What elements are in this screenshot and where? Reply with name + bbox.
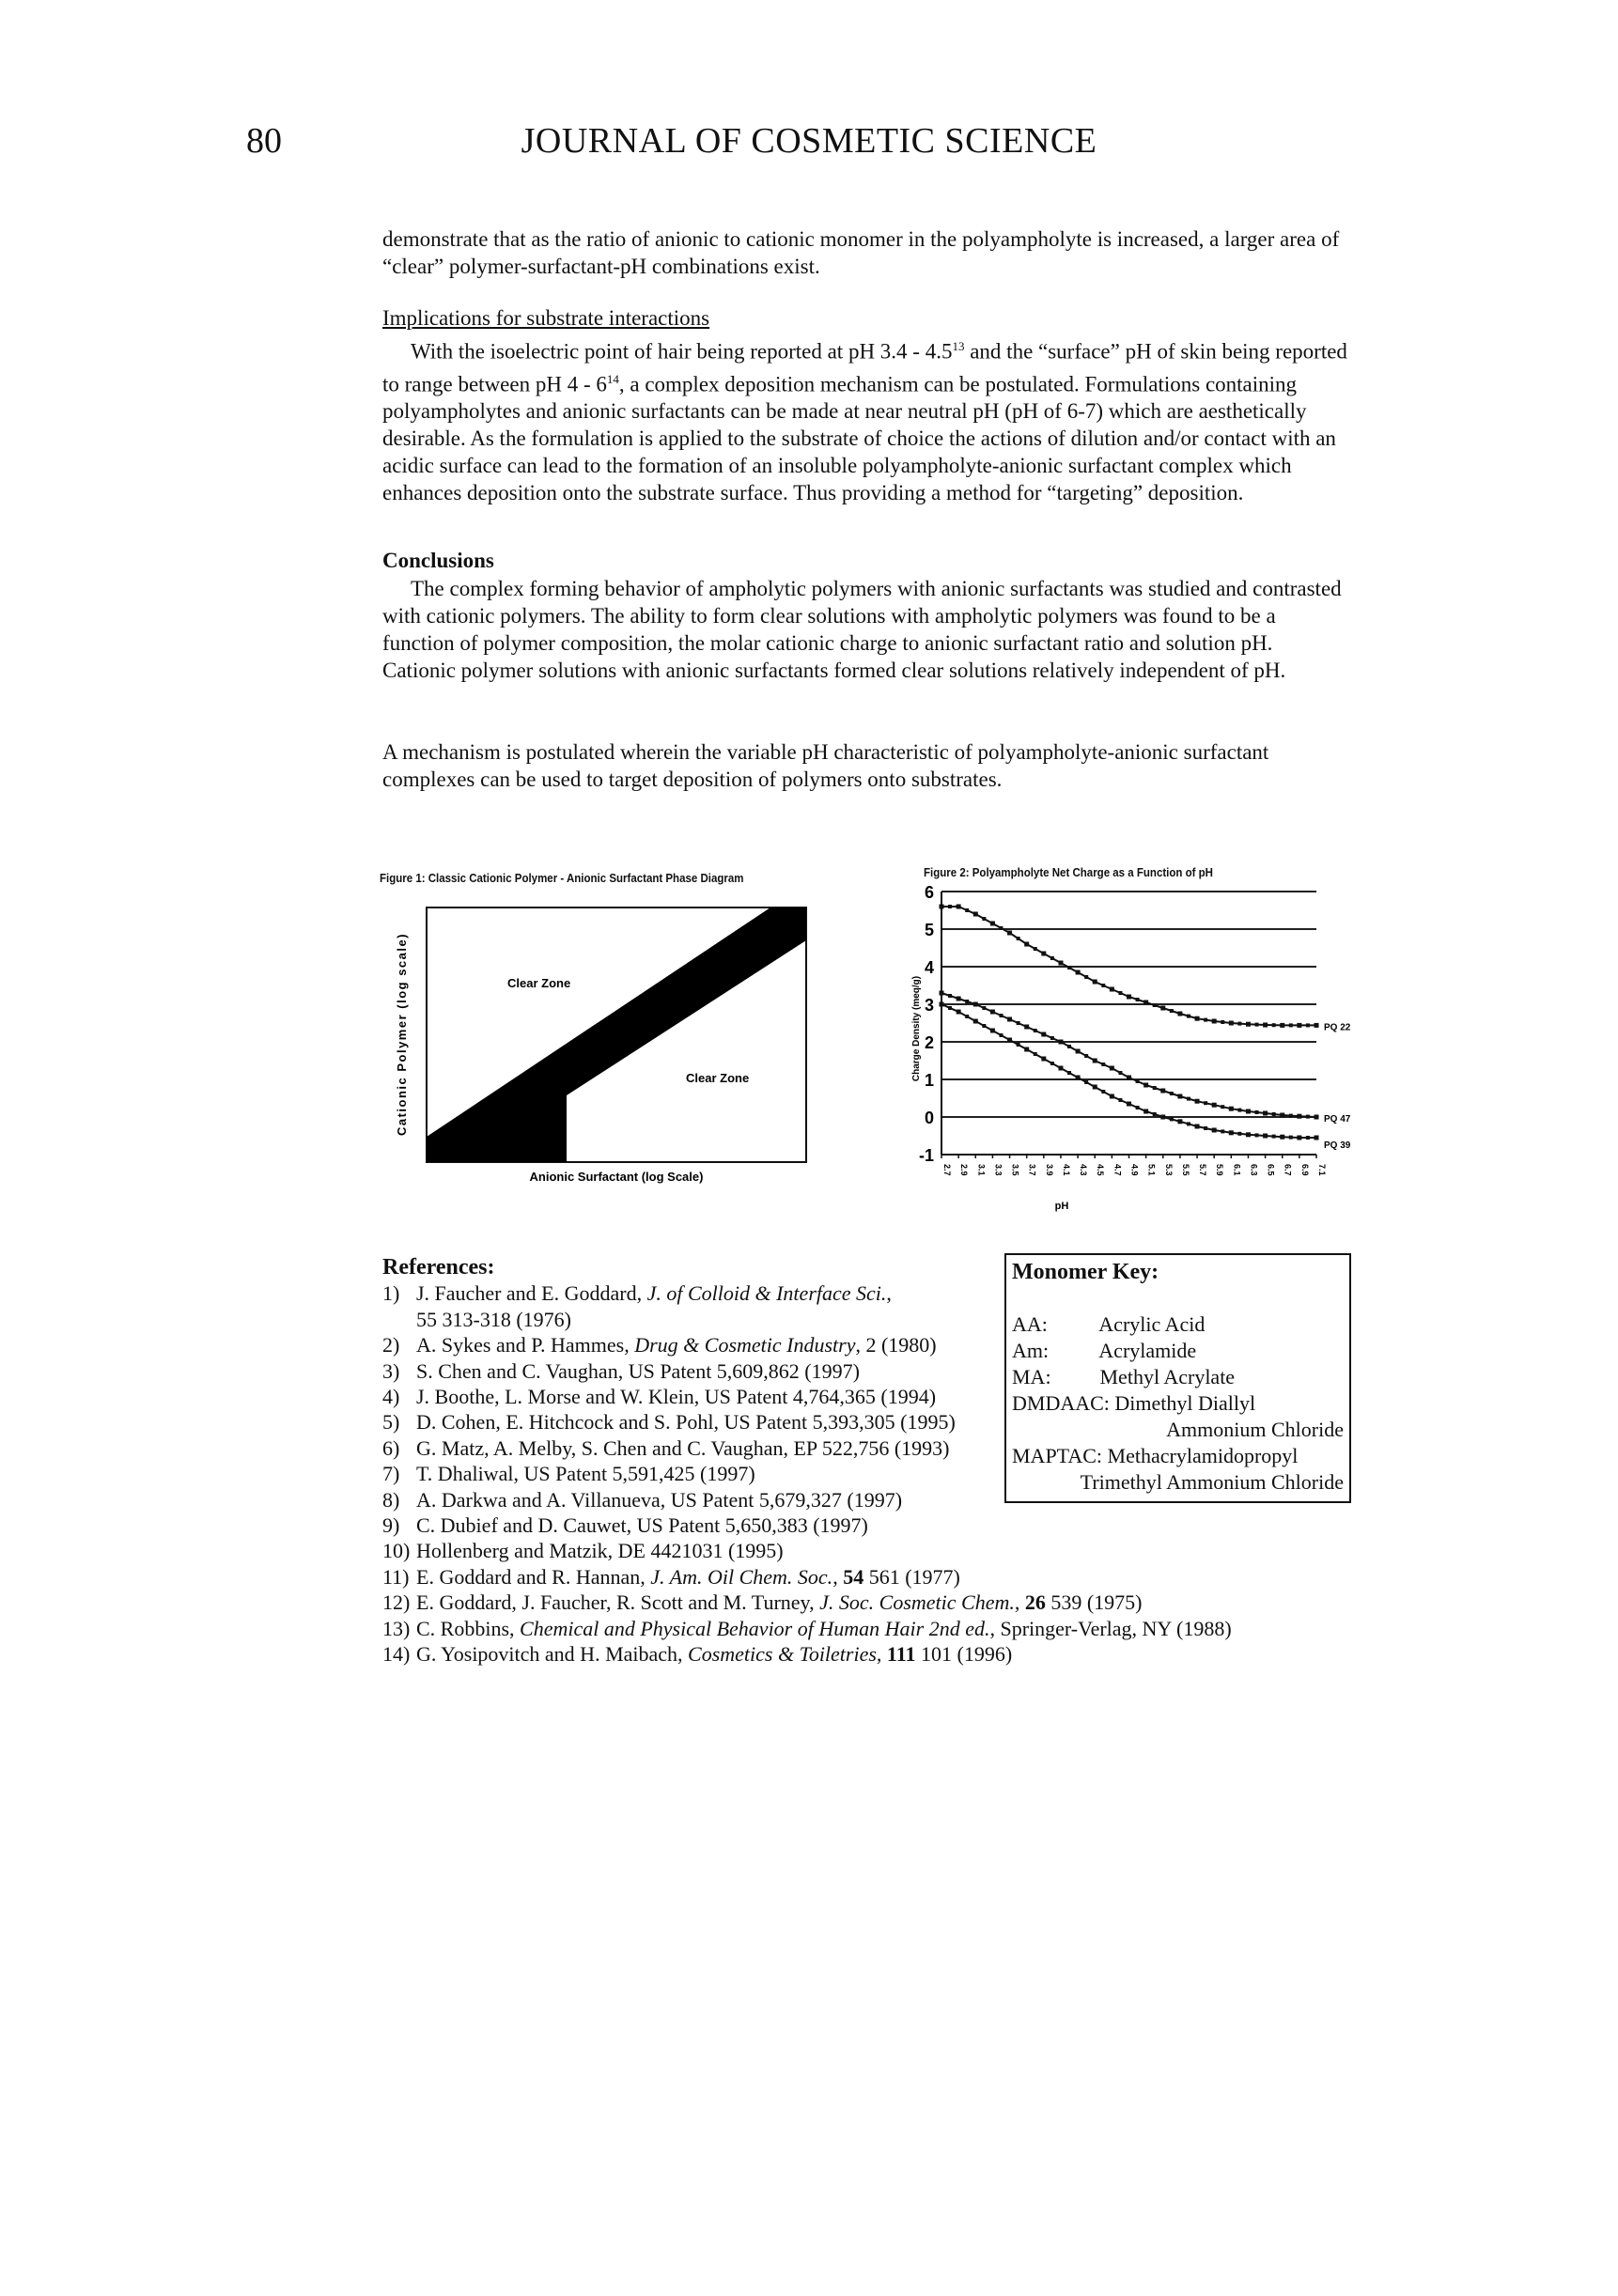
data-point bbox=[999, 1033, 1003, 1037]
data-point bbox=[1315, 1136, 1319, 1140]
data-point bbox=[1110, 1066, 1114, 1071]
reference-n: 14) bbox=[382, 1642, 411, 1667]
data-point bbox=[1127, 1076, 1131, 1080]
data-point bbox=[973, 1019, 978, 1024]
x-tick-label: 6.5 bbox=[1266, 1164, 1276, 1176]
reference-a: S. Chen and C. Vaughan, US Patent 5,609,862 (1997) bbox=[416, 1358, 860, 1383]
data-point bbox=[1050, 1062, 1054, 1065]
data-point bbox=[1229, 1021, 1234, 1026]
monomer-abbr: AA: bbox=[1012, 1312, 1048, 1336]
data-point bbox=[1143, 1083, 1148, 1088]
data-point bbox=[1153, 1112, 1157, 1116]
text: With the isoelectric point of hair being reported at pH 3.4 - 4.5 bbox=[411, 339, 953, 364]
data-point bbox=[1136, 1106, 1140, 1109]
data-point bbox=[1067, 966, 1071, 970]
data-point bbox=[948, 994, 952, 998]
y-tick-label: 4 bbox=[924, 958, 934, 977]
data-point bbox=[1195, 1125, 1200, 1129]
figure2-y-axis-label: Charge Density (meq/g) bbox=[911, 975, 922, 1082]
figure1-phase-diagram bbox=[376, 897, 827, 1198]
reference-n: 10) bbox=[382, 1539, 411, 1563]
data-point bbox=[1272, 1023, 1276, 1027]
reference-a: C. Dubief and D. Cauwet, US Patent 5,650,383 (1997) bbox=[416, 1513, 868, 1538]
y-tick-label: 1 bbox=[924, 1071, 934, 1090]
reference-item bbox=[382, 1616, 1232, 1641]
monomer-abbr: DMDAAC: bbox=[1012, 1391, 1110, 1415]
data-point bbox=[1187, 1097, 1190, 1101]
data-point bbox=[1255, 1023, 1259, 1027]
data-point bbox=[1246, 1132, 1251, 1137]
data-point bbox=[1050, 956, 1054, 960]
data-point bbox=[990, 1029, 995, 1033]
data-point bbox=[1297, 1136, 1301, 1140]
data-point bbox=[1136, 1079, 1140, 1083]
monomer-key-item bbox=[1012, 1364, 1344, 1390]
data-point bbox=[1315, 1023, 1319, 1028]
data-point bbox=[1058, 961, 1063, 966]
monomer-key-item-cont bbox=[1012, 1469, 1344, 1496]
reference-n: 8) bbox=[382, 1487, 400, 1512]
x-tick-label: 5.5 bbox=[1180, 1164, 1190, 1176]
data-point bbox=[1007, 1038, 1012, 1043]
reference-item bbox=[382, 1384, 1040, 1409]
x-tick-label: 3.7 bbox=[1027, 1164, 1037, 1176]
x-tick-label: 5.3 bbox=[1163, 1164, 1174, 1176]
series-line bbox=[941, 993, 1316, 1117]
reference-c: , bbox=[886, 1281, 892, 1306]
reference-i: J. Soc. Cosmetic Chem. bbox=[819, 1590, 1015, 1615]
data-point bbox=[1280, 1023, 1284, 1028]
data-point bbox=[1017, 937, 1020, 940]
x-tick-label: 6.9 bbox=[1299, 1164, 1310, 1176]
data-point bbox=[1255, 1110, 1259, 1114]
data-point bbox=[990, 1010, 995, 1015]
data-point bbox=[1187, 1015, 1190, 1018]
reference-n: 9) bbox=[382, 1513, 400, 1538]
data-point bbox=[1170, 1009, 1174, 1013]
reference-n: 4) bbox=[382, 1385, 400, 1409]
reference-n: 7) bbox=[382, 1462, 400, 1486]
data-point bbox=[965, 1015, 969, 1018]
reference-c: 101 (1996) bbox=[915, 1642, 1013, 1667]
reference-a: A. Darkwa and A. Villanueva, US Patent 5,679,327 (1997) bbox=[416, 1487, 903, 1512]
text: , a complex deposition mechanism can be postulated. Formulations containing polyampholytes and anionic surfactants can be made at near neutral pH (pH of 6-7) which are aesthetically desirable. As the formulation is applied to the substrate of choice the actions of dilution and/or contact with an acidic surface can lead to the formation of an insoluble polyampholyte-anionic surfactant complex which enhances deposition onto the substrate surface. Thus providing a method for “targeting” deposition. bbox=[382, 372, 1336, 505]
data-point bbox=[1280, 1135, 1284, 1140]
monomer-name: Acrylamide bbox=[1098, 1339, 1197, 1362]
reference-item bbox=[382, 1461, 1040, 1486]
x-tick-label: 3.5 bbox=[1010, 1164, 1020, 1176]
text: and the “surface” pH of skin being reported to range between pH 4 - 6 bbox=[382, 339, 1347, 396]
data-point bbox=[940, 1002, 944, 1007]
data-point bbox=[957, 997, 961, 1001]
data-point bbox=[1272, 1112, 1276, 1116]
data-point bbox=[948, 1006, 952, 1010]
reference-a: J. Faucher and E. Goddard, bbox=[416, 1281, 647, 1306]
journal-title: JOURNAL OF COSMETIC SCIENCE bbox=[521, 121, 1097, 161]
data-point bbox=[940, 991, 944, 996]
y-tick-label: 5 bbox=[924, 921, 934, 939]
reference-a: D. Cohen, E. Hitchcock and S. Pohl, US Patent 5,393,305 (1995) bbox=[416, 1410, 956, 1435]
data-point bbox=[965, 908, 969, 912]
monomer-abbr: MA: bbox=[1012, 1365, 1051, 1388]
x-tick-label: 6.3 bbox=[1249, 1164, 1259, 1176]
data-point bbox=[1041, 1032, 1046, 1037]
reference-i: Cosmetics & Toiletries bbox=[688, 1642, 877, 1667]
x-tick-label: 6.1 bbox=[1232, 1164, 1242, 1176]
data-point bbox=[1297, 1023, 1301, 1028]
reference-n: 1) bbox=[382, 1281, 400, 1306]
data-point bbox=[1170, 1092, 1174, 1095]
data-point bbox=[1041, 1057, 1046, 1062]
reference-b: 111 bbox=[886, 1642, 916, 1667]
monomer-key-item bbox=[1012, 1311, 1344, 1338]
data-point bbox=[1289, 1023, 1293, 1027]
data-point bbox=[1315, 1115, 1319, 1120]
reference-item bbox=[382, 1513, 1040, 1538]
reference-a: J. Boothe, L. Morse and W. Klein, US Patent 4,764,365 (1994) bbox=[416, 1385, 937, 1409]
data-point bbox=[1229, 1130, 1234, 1135]
data-point bbox=[1143, 1109, 1148, 1114]
x-tick-label: 2.7 bbox=[942, 1164, 952, 1176]
monomer-key-item bbox=[1012, 1338, 1344, 1364]
data-point bbox=[1212, 1128, 1217, 1133]
data-point bbox=[1058, 1066, 1063, 1071]
y-tick-label: 0 bbox=[924, 1109, 934, 1127]
reference-i: Drug & Cosmetic Industry bbox=[634, 1333, 856, 1357]
data-point bbox=[1212, 1019, 1217, 1024]
data-point bbox=[1204, 1101, 1207, 1105]
reference-item: 14) G. Yosipovitch and H. Maibach, Cosmetics & Toiletries, 111 101 (1996) bbox=[382, 1642, 1013, 1667]
data-point bbox=[1237, 1022, 1241, 1026]
data-point bbox=[1024, 1025, 1029, 1030]
data-point bbox=[948, 905, 952, 908]
reference-i: J. Am. Oil Chem. Soc. bbox=[650, 1564, 833, 1589]
data-point bbox=[957, 1010, 961, 1015]
reference-item: 12) E. Goddard, J. Faucher, R. Scott and M. Turney, J. Soc. Cosmetic Chem., 26 539 (1975) bbox=[382, 1590, 1143, 1615]
x-tick-label: 5.9 bbox=[1215, 1164, 1225, 1176]
paragraph-implications bbox=[382, 333, 1350, 506]
data-point bbox=[1093, 1085, 1097, 1090]
monomer-key-item bbox=[1012, 1390, 1344, 1417]
clear-zone-lower-label: Clear Zone bbox=[686, 1071, 750, 1085]
data-point bbox=[1221, 1020, 1224, 1024]
reference-a: Hollenberg and Matzik, DE 4421031 (1995) bbox=[416, 1539, 784, 1563]
monomer-key-heading: Monomer Key: bbox=[1012, 1260, 1159, 1284]
figure2-chart bbox=[883, 878, 1372, 1226]
data-point bbox=[1041, 952, 1046, 956]
data-point bbox=[1076, 1049, 1081, 1054]
monomer-name: Acrylic Acid bbox=[1098, 1312, 1206, 1336]
reference-a: G. Matz, A. Melby, S. Chen and C. Vaughan, EP 522,756 (1993) bbox=[416, 1435, 950, 1460]
reference-a: E. Goddard, J. Faucher, R. Scott and M. Turney, bbox=[416, 1590, 820, 1615]
monomer-name: Methyl Acrylate bbox=[1099, 1365, 1236, 1388]
data-point bbox=[1110, 987, 1114, 992]
conclusions-heading: Conclusions bbox=[382, 549, 494, 572]
reference-item-cont bbox=[382, 1307, 1040, 1332]
data-point bbox=[1229, 1107, 1234, 1111]
data-point bbox=[1204, 1126, 1207, 1130]
data-point bbox=[1101, 984, 1105, 987]
x-tick-label: 5.1 bbox=[1146, 1164, 1157, 1176]
implications-heading: Implications for substrate interactions bbox=[382, 306, 710, 330]
monomer-name-cont: Ammonium Chloride bbox=[1166, 1418, 1344, 1441]
reference-n: 13) bbox=[382, 1616, 411, 1640]
data-point bbox=[1067, 1045, 1071, 1048]
data-point bbox=[1160, 1115, 1165, 1120]
data-point bbox=[940, 905, 944, 909]
reference-item bbox=[382, 1409, 1040, 1435]
data-point bbox=[1195, 1016, 1200, 1021]
figure1-y-axis-label: Cationic Polymer (log scale) bbox=[395, 932, 409, 1137]
data-point bbox=[1084, 1054, 1088, 1058]
data-point bbox=[1246, 1109, 1251, 1114]
data-point bbox=[982, 917, 986, 921]
monomer-abbr: Am: bbox=[1012, 1339, 1050, 1362]
reference-a: C. Robbins, bbox=[416, 1616, 521, 1640]
x-tick-label: 3.3 bbox=[993, 1164, 1003, 1176]
data-point bbox=[1143, 1001, 1148, 1005]
data-point bbox=[1289, 1114, 1293, 1118]
monomer-abbr: MAPTAC: bbox=[1012, 1444, 1103, 1467]
reference-i: Chemical and Physical Behavior of Human Hair 2nd ed. bbox=[520, 1616, 990, 1640]
data-point bbox=[1177, 1119, 1182, 1124]
data-point bbox=[1195, 1099, 1200, 1104]
data-point bbox=[1306, 1136, 1310, 1140]
citation-13: 13 bbox=[952, 339, 965, 353]
data-point bbox=[1118, 991, 1122, 995]
reference-item bbox=[382, 1358, 1040, 1384]
x-tick-label: 5.7 bbox=[1198, 1164, 1208, 1176]
paragraph-conclusions: The complex forming behavior of ampholytic polymers with anionic surfactants was studied and contrasted with cationic polymers. The ability to form clear solutions with ampholytic polymers was found to be a function of polymer composition, the molar cationic charge to anionic surfactant ratio and solution pH. Cationic polymer solutions with anionic surfactants formed clear solutions relatively independent of pH. bbox=[382, 577, 1342, 682]
figure1-x-axis-label: Anionic Surfactant (log Scale) bbox=[529, 1170, 704, 1184]
data-point bbox=[1272, 1135, 1276, 1139]
data-point bbox=[990, 922, 995, 926]
clear-zone-upper-label: Clear Zone bbox=[507, 976, 571, 990]
y-tick-label: 6 bbox=[924, 883, 934, 902]
reference-item: 11) E. Goddard and R. Hannan, J. Am. Oil Chem. Soc., 54 561 (1977) bbox=[382, 1564, 960, 1589]
reference-n: 5) bbox=[382, 1410, 400, 1435]
reference-n: 6) bbox=[382, 1435, 400, 1460]
data-point bbox=[1289, 1136, 1293, 1140]
data-point bbox=[982, 1006, 986, 1010]
data-point bbox=[1127, 1102, 1131, 1107]
figure1-title: Figure 1: Classic Cationic Polymer - Anionic Surfactant Phase Diagram bbox=[380, 872, 744, 885]
reference-a: T. Dhaliwal, US Patent 5,591,425 (1997) bbox=[416, 1462, 755, 1486]
data-point bbox=[1017, 1043, 1020, 1047]
data-point bbox=[1024, 1047, 1029, 1052]
reference-volume: 55 313-318 (1976) bbox=[416, 1307, 571, 1331]
reference-n: 12) bbox=[382, 1590, 411, 1615]
data-point bbox=[1101, 1090, 1105, 1094]
monomer-name: Methacrylamidopropyl bbox=[1107, 1444, 1299, 1467]
series-label: PQ 39 bbox=[1324, 1140, 1351, 1151]
data-point bbox=[1007, 1017, 1012, 1022]
data-point bbox=[1034, 1052, 1037, 1056]
page-number: 80 bbox=[246, 121, 282, 161]
data-point bbox=[1127, 995, 1131, 1000]
reference-n: 2) bbox=[382, 1333, 400, 1357]
data-point bbox=[1170, 1117, 1174, 1121]
monomer-key-item-cont bbox=[1012, 1417, 1344, 1443]
figure2-title: Figure 2: Polyampholyte Net Charge as a Function of pH bbox=[924, 866, 1213, 879]
monomer-key-box bbox=[1004, 1253, 1351, 1503]
data-point bbox=[999, 926, 1003, 930]
y-tick-label: 2 bbox=[924, 1033, 934, 1052]
data-point bbox=[1084, 975, 1088, 979]
reference-item bbox=[382, 1487, 1040, 1513]
data-point bbox=[1263, 1134, 1268, 1139]
data-point bbox=[1050, 1036, 1054, 1040]
y-tick-label: 3 bbox=[924, 996, 934, 1015]
monomer-name: Dimethyl Diallyl bbox=[1114, 1391, 1256, 1415]
data-point bbox=[1093, 1059, 1097, 1063]
reference-b: 54 bbox=[843, 1564, 864, 1589]
data-point bbox=[1076, 970, 1081, 975]
monomer-name-cont: Trimethyl Ammonium Chloride bbox=[1080, 1470, 1344, 1494]
data-point bbox=[1058, 1040, 1063, 1045]
data-point bbox=[1118, 1071, 1122, 1075]
paragraph-intro: demonstrate that as the ratio of anionic to cationic monomer in the polyampholyte is increased, a larger area of “clear” polymer-surfactant-pH combinations exist. bbox=[382, 227, 1340, 278]
data-point bbox=[982, 1024, 986, 1028]
monomer-key-item bbox=[1012, 1443, 1344, 1469]
series-label: PQ 47 bbox=[1324, 1114, 1351, 1125]
x-tick-label: 4.3 bbox=[1079, 1164, 1089, 1176]
data-point bbox=[1280, 1113, 1284, 1118]
reference-item bbox=[382, 1332, 1040, 1357]
data-point bbox=[1306, 1023, 1310, 1027]
reference-item bbox=[382, 1280, 1040, 1306]
y-tick-label: -1 bbox=[918, 1146, 934, 1165]
data-point bbox=[1237, 1109, 1241, 1112]
x-tick-label: 7.1 bbox=[1317, 1164, 1327, 1176]
data-point bbox=[1263, 1023, 1268, 1028]
data-point bbox=[957, 905, 961, 909]
x-tick-label: 4.9 bbox=[1129, 1164, 1140, 1176]
data-point bbox=[1024, 942, 1029, 947]
data-point bbox=[1221, 1129, 1224, 1133]
series-label: PQ 22 bbox=[1324, 1022, 1351, 1033]
data-point bbox=[1177, 1012, 1182, 1016]
data-point bbox=[1136, 998, 1140, 1001]
reference-i: J. of Colloid & Interface Sci. bbox=[646, 1281, 887, 1306]
reference-b: 26 bbox=[1024, 1590, 1046, 1615]
x-tick-label: 2.9 bbox=[959, 1164, 970, 1176]
reference-n: 3) bbox=[382, 1358, 400, 1383]
x-tick-label: 6.7 bbox=[1283, 1164, 1293, 1176]
data-point bbox=[1101, 1063, 1105, 1066]
data-point bbox=[1187, 1122, 1190, 1125]
paragraph-mechanism: A mechanism is postulated wherein the variable pH characteristic of polyampholyte-anionic surfactant complexes can be used to target deposition of polymers onto substrates. bbox=[382, 740, 1269, 791]
data-point bbox=[1034, 1029, 1037, 1032]
reference-c: , 2 (1980) bbox=[855, 1333, 937, 1357]
reference-c: 539 (1975) bbox=[1045, 1590, 1143, 1615]
reference-item bbox=[382, 1538, 1040, 1563]
references-heading: References: bbox=[382, 1255, 495, 1280]
reference-item bbox=[382, 1435, 1040, 1461]
reference-n: 11) bbox=[382, 1564, 410, 1589]
x-tick-label: 4.7 bbox=[1112, 1164, 1123, 1176]
x-tick-label: 3.9 bbox=[1044, 1164, 1054, 1176]
data-point bbox=[1017, 1021, 1020, 1025]
data-point bbox=[965, 1000, 969, 1003]
data-point bbox=[999, 1014, 1003, 1017]
data-point bbox=[1034, 947, 1037, 951]
data-point bbox=[1177, 1094, 1182, 1099]
data-point bbox=[1153, 1003, 1157, 1007]
data-point bbox=[1306, 1115, 1310, 1119]
data-point bbox=[1255, 1133, 1259, 1137]
x-tick-label: 4.5 bbox=[1096, 1164, 1106, 1176]
data-point bbox=[1118, 1098, 1122, 1102]
data-point bbox=[1237, 1132, 1241, 1136]
data-point bbox=[1160, 1006, 1165, 1011]
x-tick-label: 3.1 bbox=[976, 1164, 987, 1176]
data-point bbox=[1076, 1076, 1081, 1080]
data-point bbox=[1204, 1018, 1207, 1022]
data-point bbox=[1110, 1094, 1114, 1099]
x-tick-label: 4.1 bbox=[1061, 1164, 1071, 1176]
data-point bbox=[973, 912, 978, 917]
data-point bbox=[1212, 1103, 1217, 1108]
reference-a: G. Yosipovitch and H. Maibach, bbox=[416, 1642, 689, 1667]
data-point bbox=[1153, 1086, 1157, 1090]
citation-14: 14 bbox=[606, 371, 619, 386]
reference-a: A. Sykes and P. Hammes, bbox=[416, 1333, 635, 1357]
data-point bbox=[1246, 1022, 1251, 1027]
data-point bbox=[1007, 931, 1012, 936]
data-point bbox=[973, 1002, 978, 1007]
data-point bbox=[1297, 1114, 1301, 1119]
data-point bbox=[1067, 1071, 1071, 1075]
data-point bbox=[1263, 1111, 1268, 1116]
data-point bbox=[1093, 980, 1097, 985]
reference-c: 561 (1977) bbox=[863, 1564, 960, 1589]
data-point bbox=[1221, 1105, 1224, 1109]
data-point bbox=[1084, 1080, 1088, 1084]
figure2-x-axis-label: pH bbox=[1054, 1201, 1069, 1212]
data-point bbox=[1160, 1089, 1165, 1094]
reference-a: E. Goddard and R. Hannan, bbox=[416, 1564, 651, 1589]
reference-c: , Springer-Verlag, NY (1988) bbox=[989, 1616, 1232, 1640]
